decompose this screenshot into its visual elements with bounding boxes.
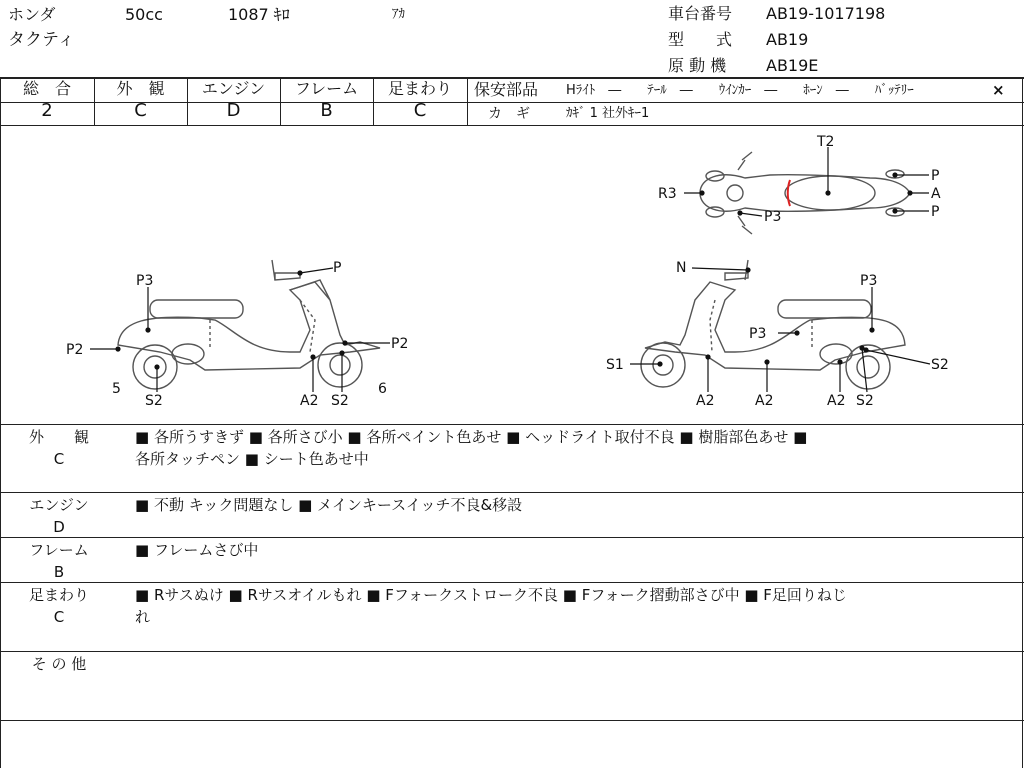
grade-value: C — [413, 100, 427, 121]
engine-value: AB19E — [766, 56, 819, 75]
grade-overall — [0, 79, 94, 123]
grade-exterior — [94, 79, 187, 123]
top-view-damage-mark — [788, 180, 790, 206]
key-label: カ ギ — [488, 106, 530, 122]
label-left-p2b: P2 — [391, 336, 409, 352]
grade-value: D — [226, 100, 241, 121]
maker: ホンダ — [8, 5, 56, 24]
type-value: AB19 — [766, 30, 809, 49]
safety-label: 保安部品 — [474, 80, 539, 99]
label-right-s2: S2 — [931, 357, 949, 373]
section-title: フレーム — [29, 541, 89, 559]
label-top-p3: P3 — [764, 209, 782, 225]
label-left-p2a: P2 — [66, 342, 84, 358]
scooter-top-view — [700, 152, 910, 234]
label-top-p1: P — [931, 168, 940, 184]
safety-items: Hﾗｲﾄ ― ﾃｰﾙ ― ｳｲﾝｶｰ ― ﾎｰﾝ ― ﾊﾞｯﾃﾘｰ — [566, 83, 914, 98]
grade-engine — [187, 79, 280, 123]
note-line: 各所タッチペン ■ シート色あせ中 — [135, 450, 369, 468]
label-left-p: P — [333, 260, 342, 276]
grade-label: フレーム — [294, 79, 359, 98]
grade-value: C — [134, 100, 147, 121]
engine-label: 原 動 機 — [668, 56, 727, 75]
label-left-6: 6 — [378, 381, 387, 397]
diagram-bottom-line — [0, 424, 1024, 425]
label-left-s2b: S2 — [331, 393, 349, 409]
grade-label: 足まわり — [387, 79, 452, 98]
frame-no-label: 車台番号 — [668, 4, 733, 23]
section-suspension-notes — [135, 584, 847, 628]
label-right-a2c: A2 — [827, 393, 846, 409]
label-right-a2a: A2 — [696, 393, 715, 409]
section-engine-notes — [135, 494, 522, 516]
section-grade: B — [53, 563, 65, 581]
label-top-t2: T2 — [817, 134, 835, 150]
note-line: ■ フレームさび中 — [135, 541, 259, 559]
grade-label: 外 観 — [116, 79, 165, 98]
grade-value: B — [320, 100, 333, 121]
label-left-a2: A2 — [300, 393, 319, 409]
key-value: ｶｷﾞ 1 社外ｷｰ1 — [566, 106, 650, 121]
label-right-p3a: P3 — [860, 273, 878, 289]
label-right-p3b: P3 — [749, 326, 767, 342]
label-right-s2b: S2 — [856, 393, 874, 409]
section-exterior-notes — [135, 426, 807, 470]
note-line: れ — [135, 608, 151, 626]
section-title: 足まわり — [28, 586, 89, 604]
mileage: 1087 ｷﾛ — [228, 5, 290, 24]
section-frame-notes — [135, 539, 258, 561]
section-frame-label — [10, 539, 108, 583]
grade-value: 2 — [41, 100, 53, 121]
label-top-p2: P — [931, 204, 940, 220]
section-exterior-label — [10, 426, 108, 470]
note-line: ■ Rサスぬけ ■ Rサスオイルもれ ■ Fフォークストローク不良 ■ Fフォーク摺動部さび中 ■ F足回りねじ — [135, 586, 847, 604]
note-line: ■ 不動 キック問題なし ■ メインキースイッチ不良&移設 — [135, 496, 523, 514]
grade-frame — [280, 79, 373, 123]
section-title: 外 観 — [28, 428, 89, 446]
label-top-r3: R3 — [658, 186, 677, 202]
section-title: エンジン — [29, 496, 89, 514]
grade-label: エンジン — [201, 79, 266, 98]
frame-no: AB19-1017198 — [766, 4, 886, 23]
color: ｱｶ — [392, 7, 405, 22]
section-grade: C — [53, 450, 65, 468]
displacement: 50cc — [125, 5, 163, 24]
label-right-a2b: A2 — [755, 393, 774, 409]
label-left-s2a: S2 — [145, 393, 163, 409]
model-name: タクティ — [8, 30, 75, 50]
section-title: そ の 他 — [31, 655, 87, 673]
section-other-label — [10, 653, 108, 675]
note-line: ■ 各所うすきず ■ 各所さび小 ■ 各所ペイント色あせ ■ ヘッドライト取付不良 ■ 樹脂部色あせ ■ — [135, 428, 808, 446]
section-suspension-label — [10, 584, 108, 628]
grade-suspension — [373, 79, 467, 123]
label-right-s1: S1 — [606, 357, 624, 373]
section-engine-label — [10, 494, 108, 538]
section-grade: C — [53, 608, 65, 626]
label-left-p3: P3 — [136, 273, 154, 289]
grade-label: 総 合 — [22, 79, 71, 98]
section-grade: D — [53, 518, 65, 536]
type-label: 型 式 — [668, 30, 733, 49]
label-right-n: N — [676, 260, 687, 276]
label-top-a: A — [931, 186, 941, 202]
battery-mark: × — [992, 81, 1005, 99]
label-left-5: 5 — [112, 381, 121, 397]
damage-diagram — [0, 126, 1024, 424]
